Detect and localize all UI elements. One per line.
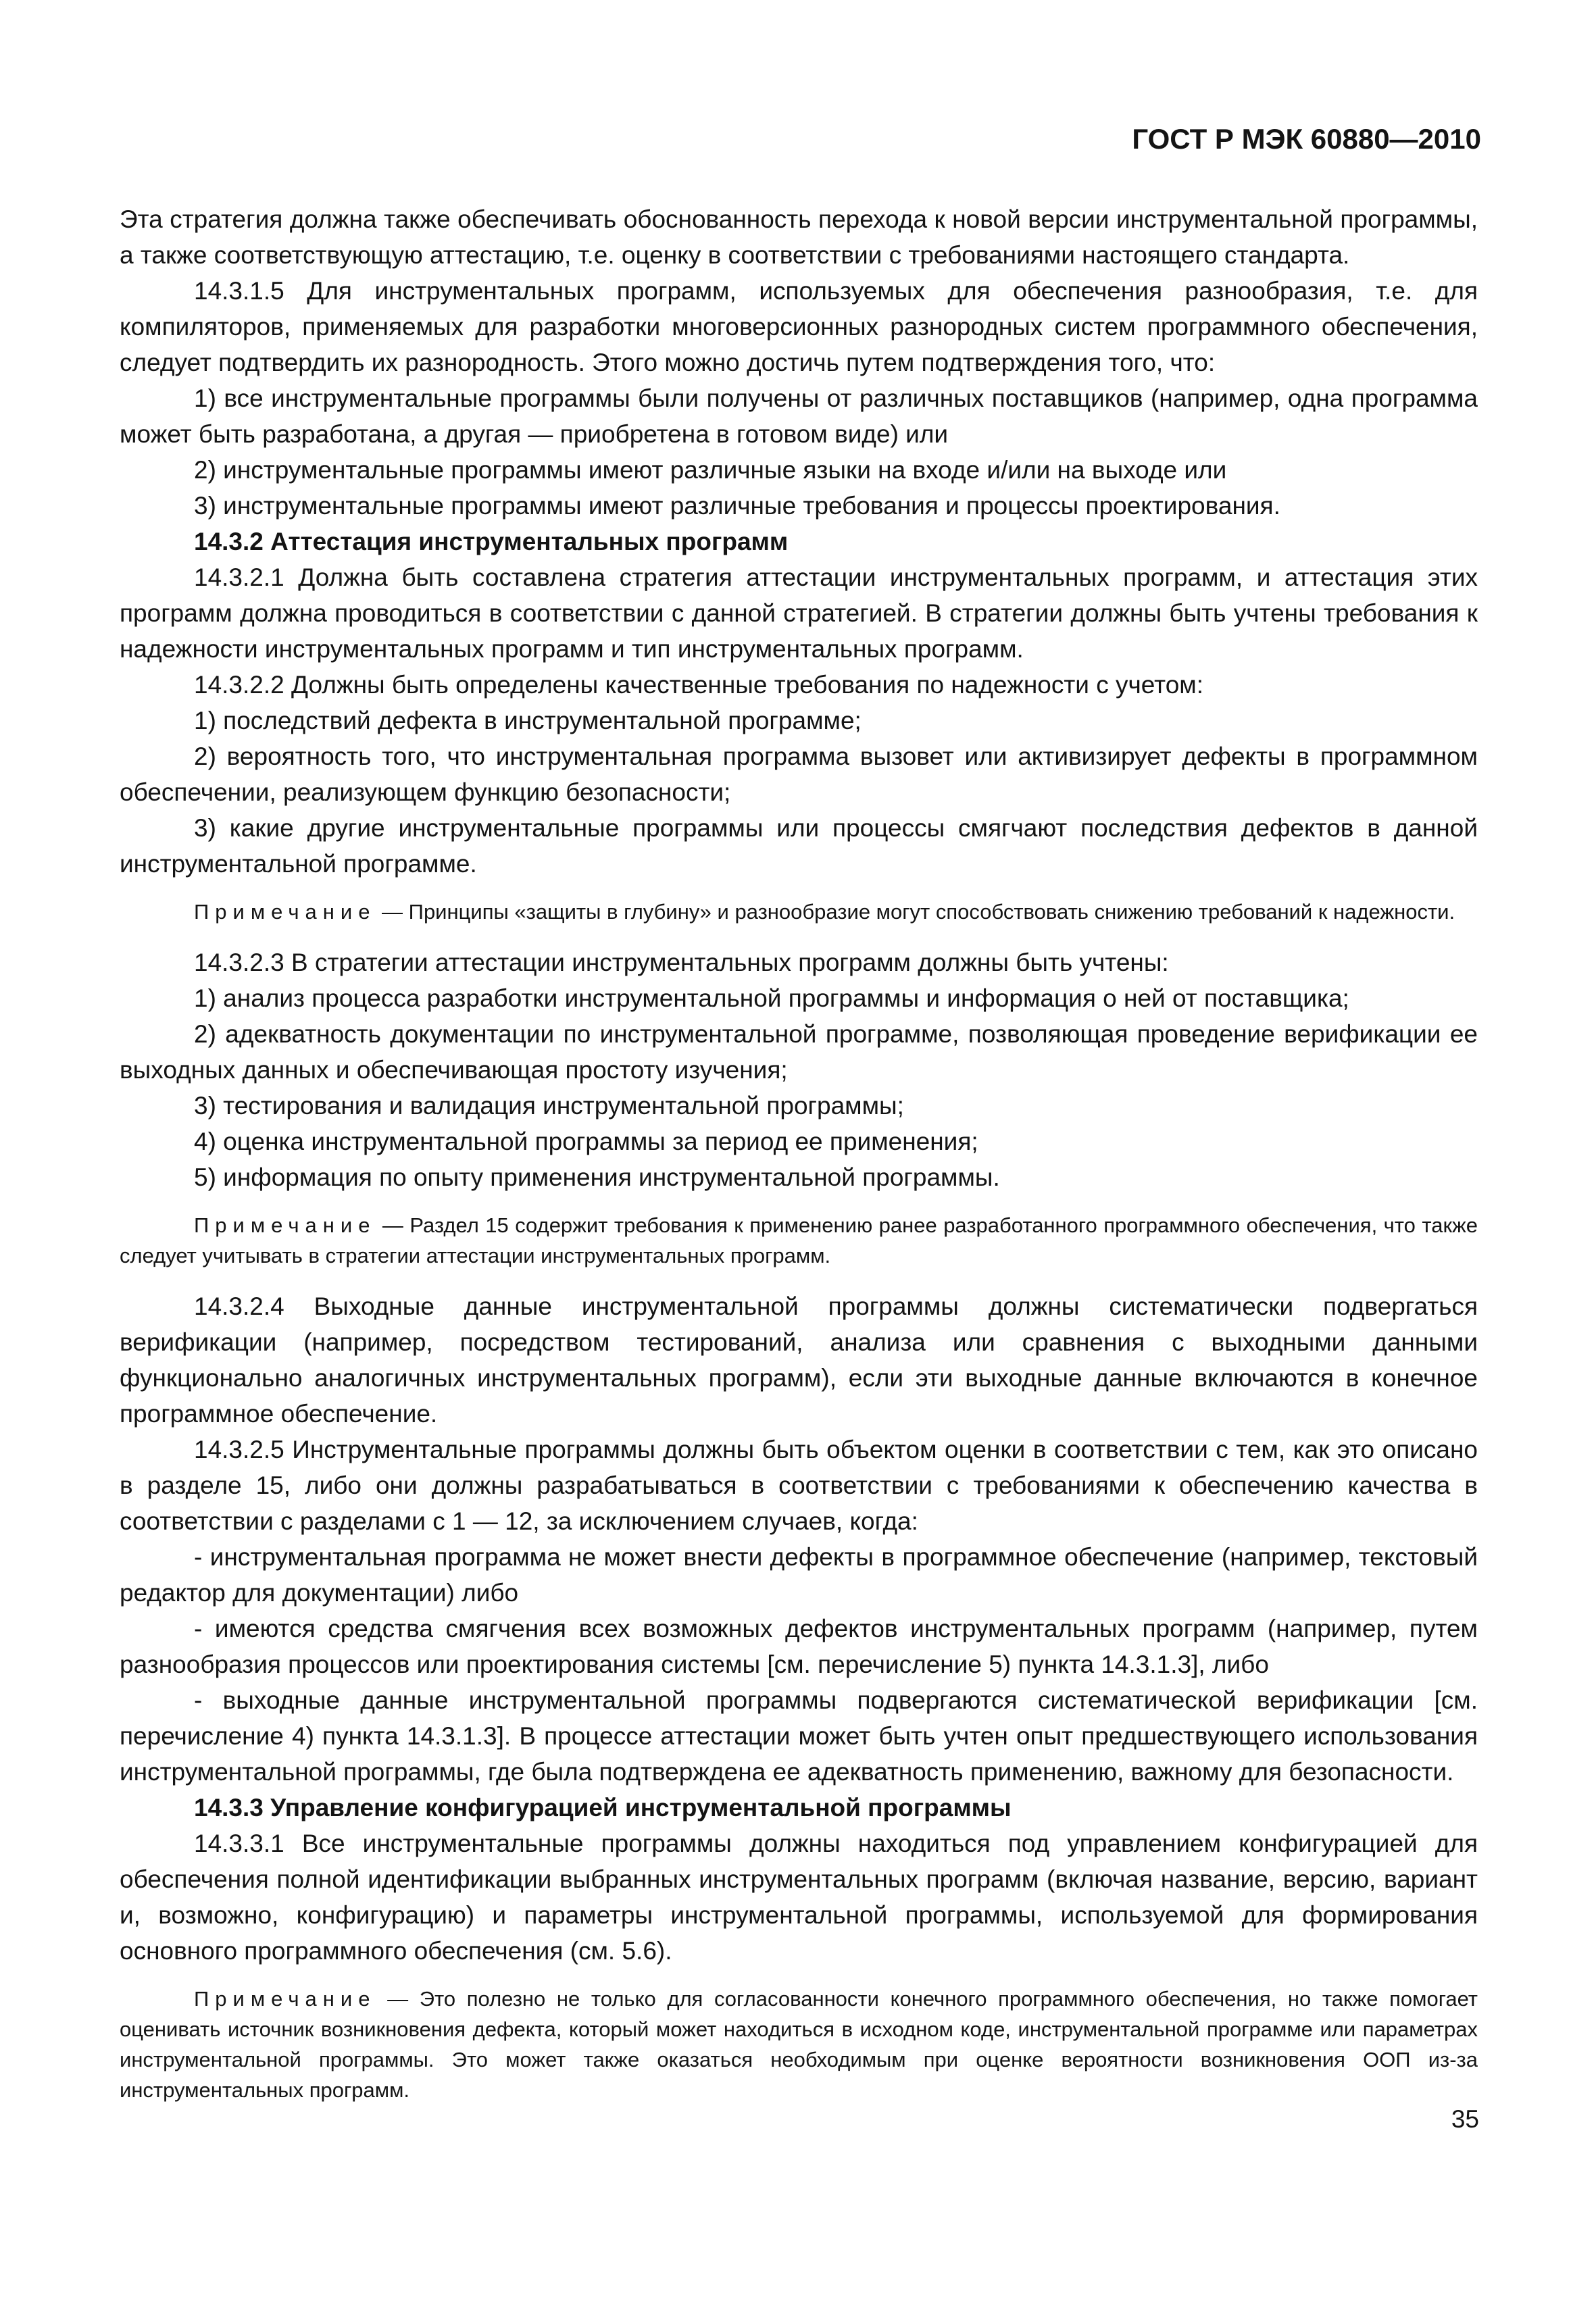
note-text: — Раздел 15 содержит требования к применению ранее разработанного программного обеспечения, что также следует учитывать в стратегии аттестации инструментальных программ.	[120, 1213, 1478, 1267]
paragraph-intro: Эта стратегия должна также обеспечивать обоснованность перехода к новой версии инструментальной программы, а также соответствующую аттестацию, т.е. оценку в соответствии с требованиями настоящего стандарта.	[120, 205, 1478, 269]
list-item: 3) тестирования и валидация инструментальной программы;	[194, 1092, 904, 1120]
note-label: Примечание	[194, 900, 376, 924]
note-label: Примечание	[194, 1987, 376, 2011]
document-body	[120, 201, 1478, 2123]
section-heading-14-3-2: 14.3.2 Аттестация инструментальных программ	[194, 528, 789, 555]
list-item: 3) инструментальные программы имеют различные требования и процессы проектирования.	[194, 492, 1280, 520]
list-item: 5) информация по опыту применения инструментальной программы.	[194, 1163, 1000, 1191]
paragraph-14-3-1-5: 14.3.1.5 Для инструментальных программ, используемых для обеспечения разнообразия, т.е. для компиляторов, применяемых для разработки многоверсионных разнородных систем программного обеспечения, следует подтвердить их разнородность. Этого можно достичь путем подтверждения того, что:	[120, 277, 1478, 376]
list-item: - имеются средства смягчения всех возможных дефектов инструментальных программ (например, путем разнообразия процессов или проектирования системы [см. перечисление 5) пункта 14.3.1.3], либо	[120, 1615, 1478, 1678]
note-3	[120, 1984, 1478, 2105]
list-item: 2) адекватность документации по инструментальной программе, позволяющая проведение верификации ее выходных данных и обеспечивающая простоту изучения;	[120, 1020, 1478, 1084]
paragraph-14-3-2-2: 14.3.2.2 Должны быть определены качественные требования по надежности с учетом:	[194, 671, 1203, 699]
list-item: 1) все инструментальные программы были получены от различных поставщиков (например, одна программа может быть разработана, а другая — приобретена в готовом виде) или	[120, 384, 1478, 448]
note-label: Примечание	[194, 1213, 376, 1237]
paragraph-14-3-2-4: 14.3.2.4 Выходные данные инструментальной программы должны систематически подвергаться верификации (например, посредством тестирований, анализа или сравнения с выходными данными функционально аналогичных инструментальных программ), если эти выходные данные включаются в конечное программное обеспечение.	[120, 1292, 1478, 1428]
list-item: 3) какие другие инструментальные программы или процессы смягчают последствия дефектов в данной инструментальной программе.	[120, 814, 1478, 878]
paragraph-14-3-2-5: 14.3.2.5 Инструментальные программы должны быть объектом оценки в соответствии с тем, как это описано в разделе 15, либо они должны разрабатываться в соответствии с требованиями к обеспечению качества в соответствии с разделами с 1 — 12, за исключением случаев, когда:	[120, 1436, 1478, 1535]
note-text: — Принципы «защиты в глубину» и разнообразие могут способствовать снижению требований к надежности.	[376, 900, 1455, 924]
list-item: 1) анализ процесса разработки инструментальной программы и информация о ней от поставщика;	[194, 984, 1349, 1012]
list-item: 2) вероятность того, что инструментальная программа вызовет или активизирует дефекты в программном обеспечении, реализующем функцию безопасности;	[120, 743, 1478, 806]
list-item: 2) инструментальные программы имеют различные языки на входе и/или на выходе или	[194, 456, 1227, 484]
list-item: - инструментальная программа не может внести дефекты в программное обеспечение (например, текстовый редактор для документации) либо	[120, 1543, 1478, 1607]
paragraph-14-3-2-3: 14.3.2.3 В стратегии аттестации инструментальных программ должны быть учтены:	[194, 949, 1169, 976]
note-2	[120, 1210, 1478, 1271]
note-text: — Это полезно не только для согласованности конечного программного обеспечения, но также помогает оценивать источник возникновения дефекта, который может находиться в исходном коде, инструментальной программе или параметрах инструментальной программы. Это может также оказаться необходимым при оценке вероятности возникновения ООП из-за инструментальных программ.	[120, 1987, 1478, 2102]
section-heading-14-3-3: 14.3.3 Управление конфигурацией инструментальной программы	[194, 1794, 1012, 1821]
paragraph-14-3-3-1: 14.3.3.1 Все инструментальные программы должны находиться под управлением конфигурацией для обеспечения полной идентификации выбранных инструментальных программ (включая название, версию, вариант и, возможно, конфигурацию) и параметры инструментальной программы, используемой для формирования основного программного обеспечения (см. 5.6).	[120, 1830, 1478, 1965]
list-item: - выходные данные инструментальной программы подвергаются систематической верификации [см. перечисление 4) пункта 14.3.1.3]. В процессе аттестации может быть учтен опыт предшествующего использования инструментальной программы, где была подтверждена ее адекватность применению, важному для безопасности.	[120, 1686, 1478, 1786]
list-item: 1) последствий дефекта в инструментальной программе;	[194, 707, 862, 734]
standard-header: ГОСТ Р МЭК 60880—2010	[1132, 123, 1481, 155]
list-item: 4) оценка инструментальной программы за период ее применения;	[194, 1128, 978, 1155]
note-1	[120, 897, 1478, 927]
paragraph-14-3-2-1: 14.3.2.1 Должна быть составлена стратегия аттестации инструментальных программ, и аттестация этих программ должна проводиться в соответствии с данной стратегией. В стратегии должны быть учтены требования к надежности инструментальных программ и тип инструментальных программ.	[120, 563, 1478, 663]
page-number: 35	[1451, 2105, 1479, 2133]
